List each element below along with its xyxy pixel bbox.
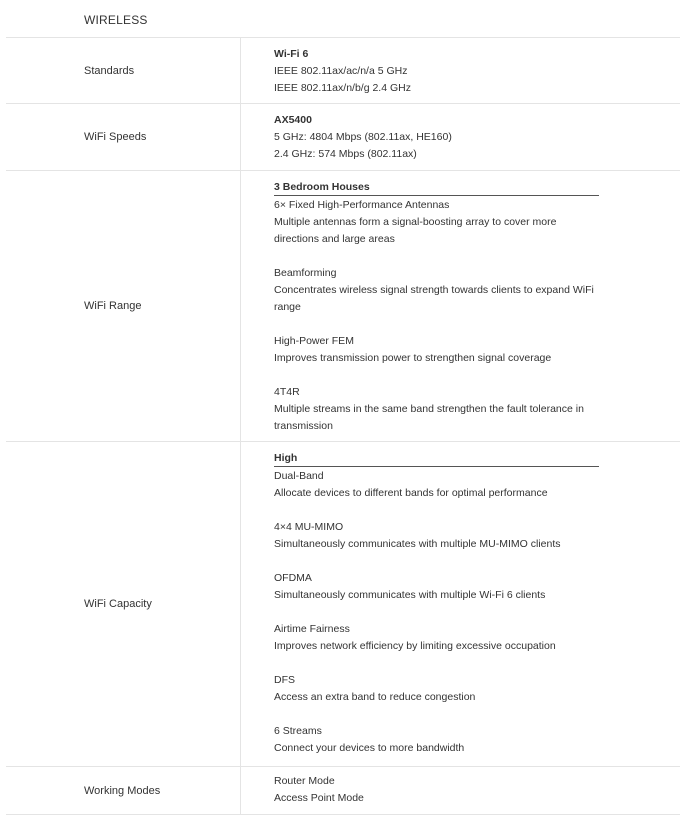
feature-title: Airtime Fairness <box>274 623 350 635</box>
feature-title: 6 Streams <box>274 725 322 737</box>
feature-desc: Allocate devices to different bands for optimal performance <box>274 487 548 499</box>
feature-item <box>274 519 680 553</box>
spec-label: WiFi Speeds <box>6 104 241 170</box>
feature-item <box>274 384 680 435</box>
feature-title: Dual-Band <box>274 470 324 482</box>
spec-table <box>6 37 680 815</box>
feature-title: 6× Fixed High-Performance Antennas <box>274 199 450 211</box>
feature-desc: Multiple antennas form a signal-boosting array to cover more directions and large areas <box>274 216 557 245</box>
spec-value-head: 3 Bedroom Houses <box>274 179 599 196</box>
spec-value-head: AX5400 <box>274 114 312 126</box>
feature-item <box>274 468 680 502</box>
feature-desc: Access an extra band to reduce congestion <box>274 691 476 703</box>
feature-title: DFS <box>274 674 295 686</box>
spec-value-line: IEEE 802.11ax/ac/n/a 5 GHz <box>274 65 408 77</box>
feature-item <box>274 621 680 655</box>
spec-value-line: 5 GHz: 4804 Mbps (802.11ax, HE160) <box>274 131 452 143</box>
feature-title: High-Power FEM <box>274 335 354 347</box>
spec-value-line: Router Mode <box>274 775 335 787</box>
spec-value-line: Access Point Mode <box>274 792 364 804</box>
feature-desc: Improves transmission power to strengthen signal coverage <box>274 352 552 364</box>
feature-item <box>274 570 680 604</box>
feature-desc: Simultaneously communicates with multiple MU-MIMO clients <box>274 538 561 550</box>
spec-label: Working Modes <box>6 767 241 814</box>
spec-row-range <box>6 171 680 442</box>
feature-desc: Connect your devices to more bandwidth <box>274 742 465 754</box>
spec-value-line: IEEE 802.11ax/n/b/g 2.4 GHz <box>274 82 411 94</box>
feature-item <box>274 265 680 316</box>
spec-value <box>241 442 680 766</box>
feature-desc: Multiple streams in the same band strengthen the fault tolerance in transmission <box>274 403 584 432</box>
spec-value <box>241 104 680 170</box>
spec-row-capacity <box>6 442 680 767</box>
spec-value-head: High <box>274 450 599 467</box>
spec-label: WiFi Capacity <box>6 442 241 766</box>
feature-item <box>274 197 680 248</box>
feature-item <box>274 333 680 367</box>
spec-label: WiFi Range <box>6 171 241 441</box>
spec-value-line: 2.4 GHz: 574 Mbps (802.11ax) <box>274 148 417 160</box>
feature-title: Beamforming <box>274 267 337 279</box>
feature-item <box>274 723 680 757</box>
feature-item <box>274 672 680 706</box>
spec-row-modes <box>6 767 680 815</box>
feature-desc: Simultaneously communicates with multiple Wi-Fi 6 clients <box>274 589 546 601</box>
feature-desc: Improves network efficiency by limiting excessive occupation <box>274 640 556 652</box>
spec-value <box>241 171 680 441</box>
spec-row-standards <box>6 38 680 104</box>
spec-row-speeds <box>6 104 680 171</box>
feature-title: 4T4R <box>274 386 300 398</box>
spec-value <box>241 38 680 103</box>
spec-value-head: Wi-Fi 6 <box>274 48 309 60</box>
feature-title: OFDMA <box>274 572 312 584</box>
section-title: WIRELESS <box>84 13 148 27</box>
feature-title: 4×4 MU-MIMO <box>274 521 344 533</box>
spec-label: Standards <box>6 38 241 103</box>
feature-desc: Concentrates wireless signal strength towards clients to expand WiFi range <box>274 284 594 313</box>
spec-value <box>241 767 680 814</box>
